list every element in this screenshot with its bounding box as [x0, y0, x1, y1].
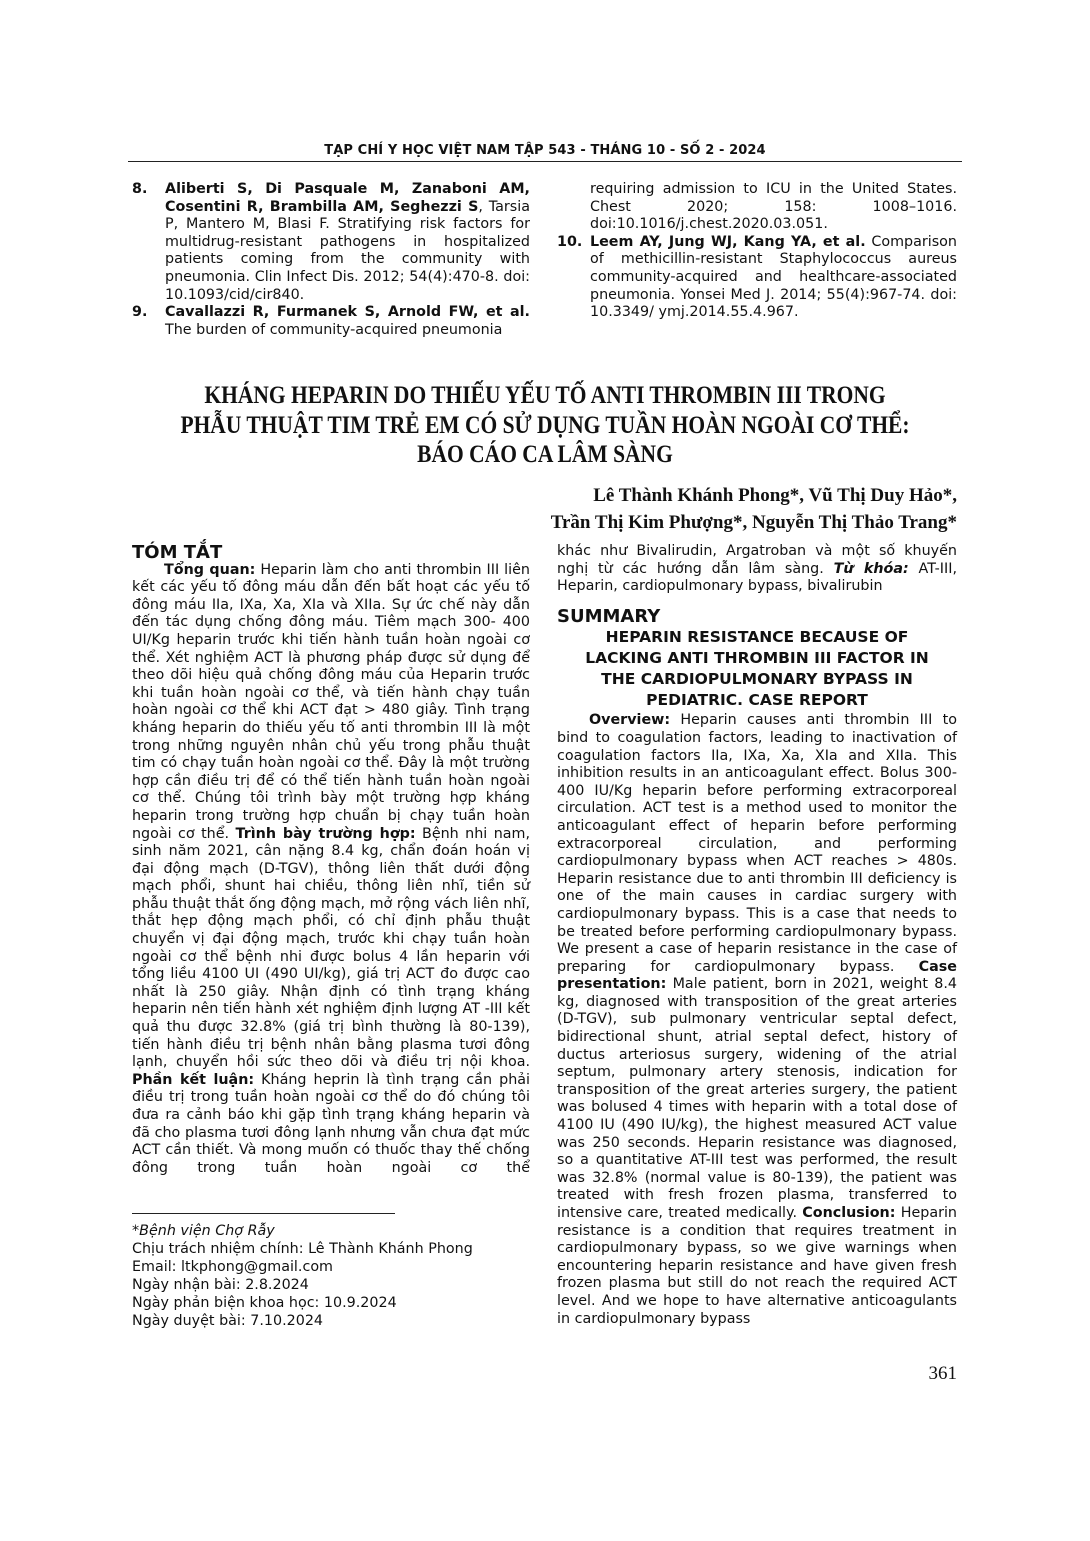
summary-heading: SUMMARY	[557, 605, 661, 627]
abstract-heading: TÓM TẮT	[132, 542, 223, 563]
references-right	[557, 181, 957, 322]
author-list: Lê Thành Khánh Phong*, Vũ Thị Duy Hảo*, Trần Thị Kim Phượng*, Nguyễn Thị Thảo Trang*	[550, 485, 957, 533]
summary-title: HEPARIN RESISTANCE BECAUSE OF LACKING ANTI THROMBIN III FACTOR IN THE CARDIOPULMONARY BYPASS IN PEDIATRIC. CASE REPORT	[585, 628, 929, 710]
reference-9: 9. Cavallazzi R, Furmanek S, Arnold FW, et al. The burden of community-acquired pneumonia	[132, 304, 530, 338]
reference-9-part1: The burden of community-acquired pneumonia	[165, 321, 503, 338]
abstract-vietnamese	[132, 544, 530, 1177]
article-title: KHÁNG HEPARIN DO THIẾU YẾU TỐ ANTI THROMBIN III TRONG PHẪU THUẬT TIM TRẺ EM CÓ SỬ DỤNG TUẦN HOÀN NGOÀI CƠ THỂ: BÁO CÁO CA LÂM SÀNG	[180, 382, 910, 468]
abstract-vi-body: Tổng quan: Heparin làm cho anti thrombin III liên kết các yếu tố đông máu dẫn đến bất hoạt các yếu tố đông máu IIa, IXa, Xa, XIa và XIIa. Sự ức chế này dẫn đến tác dụng chống đông máu. Tiêm mạch 300- 400 UI/Kg heparin trước khi tiến hành tuần hoàn ngoài cơ thể. Xét nghiệm ACT là phương pháp được sử dụng để theo dõi hiệu quả chống đông máu của Heparin trước khi tuần hoàn ngoài cơ thể, và tiến hành chạy tuần hoàn ngoài cơ thể khi ACT đạt > 480 giây. Tình trạng kháng heparin do thiếu yếu tố anti thrombin III là một trong những nguyên nhân chủ yếu trong phẫu thuật tim có chạy tuần hoàn ngoài cơ thể. Đây là một trường hợp cần điều trị để có thể tiến hành tuần hoàn ngoài cơ thể. Chúng tôi trình bày một trường hợp kháng heparin trong trường hợp chuẩn bị chạy tuần hoàn ngoài cơ thể. Trình bày trường hợp: Bệnh nhi nam, sinh năm 2021, cân nặng 8.4 kg, chẩn đoán hoán vị đại động mạch (D-TGV), thông liên thất dưới động mạch phổi, shunt hai chiều, thông liên nhĩ, tiền sử phẫu thuật thắt ống động mạch, mở rộng vách liên nhĩ, thắt hẹp động mạch phổi, có chỉ định phẫu thuật chuyển vị đại động mạch, trước khi chạy tuần hoàn ngoài cơ thể bệnh nhi được bolus 4 lần heparin với tổng liều 4100 UI (490 UI/kg), giá trị ACT đo được cao nhất là 250 giây. Nhận định có tình trạng kháng heparin nên tiến hành xét nghiệm định lượng AT -III kết quả thu được 32.8% (giá trị bình thường là 80-139), tiến hành điều trị bệnh nhân bằng plasma tươi đông lạnh, chuyển hồi sức theo dõi và điều trị nội khoa. Phần kết luận: Kháng heprin là tình trạng cần phải điều trị trong tuần hoàn ngoài cơ thể do đó chúng tôi đưa ra cảnh báo khi gặp tình trạng kháng heparin và đã cho plasma tươi đông lạnh nhưng vẫn chưa đạt mức ACT cần thiết. Và mong muốn có thuốc thay thế chống đông trong tuần hoàn ngoài cơ thể	[132, 561, 530, 1176]
reference-10: 10. Leem AY, Jung WJ, Kang YA, et al. Comparison of methicillin-resistant Staphylococcus aureus community-acquired and healthcare-associated pneumonia. Yonsei Med J. 2014; 55(4):967-74. doi: 10.3349/ ymj.2014.55.4.967.	[557, 233, 957, 321]
reference-9-continued	[557, 181, 957, 234]
references-left	[132, 181, 530, 339]
abstract-vi-continued: khác như Bivalirudin, Argatroban và một số khuyến nghị từ các hướng dẫn lâm sàng. Từ khóa: AT-III, Heparin, cardiopulmonary bypass, bivalirubin	[557, 543, 957, 595]
footnote: *Bệnh viện Chợ Rẫy Chịu trách nhiệm chính: Lê Thành Khánh Phong Email: ltkphong@gmail.com Ngày nhận bài: 2.8.2024 Ngày phản biện khoa học: 10.9.2024 Ngày duyệt bài: 7.10.2024	[132, 1223, 473, 1329]
header-divider	[128, 161, 962, 162]
summary-body: Overview: Heparin causes anti thrombin III to bind to coagulation factors, leading to inactivation of coagulation factors IIa, IXa, Xa, XIa and XIIa. This inhibition results in an anticoagulant effect. Bolus 300-400 IU/Kg heparin before performing extracorporeal circulation. ACT test is a method used to monitor the anticoagulant effect of heparin before performing extracorporeal circulation, and performing cardiopulmonary bypass when ACT reaches > 480s. Heparin resistance due to anti thrombin III deficiency is one of the main causes in cardiac surgery with cardiopulmonary bypass. This is a case that needs to be treated before performing cardiopulmonary bypass. We present a case of heparin resistance in the case of preparing for cardiopulmonary bypass. Case presentation: Male patient, born in 2021, weight 8.4 kg, diagnosed with transposition of the great arteries (D-TGV), sub pulmonary ventricular septal defect, bidirectional shunt, atrial septal defect, history of ductus arteriosus surgery, widening of the atrial septum, pulmonary artery stenosis, indication for transposition of the great arteries surgery, the patient was bolused 4 times with heparin with a total dose of 4100 IU (490 IU/kg), the highest measured ACT value was 250 seconds. Heparin resistance was diagnosed, so a quantitative AT-III test was performed, the result was 32.8% (normal value is 80-139), the patient was treated with fresh frozen plasma, transferred to intensive care, treated medically. Conclusion: Heparin resistance is a condition that requires treatment in cardiopulmonary bypass, so we give warnings when encountering heparin resistance and have given fresh frozen plasma but still do not reach the required ACT level. And we hope to have alternative anticoagulants in cardiopulmonary bypass	[557, 712, 957, 1327]
page-number: 361	[928, 1363, 957, 1384]
right-column	[557, 543, 957, 1328]
footnote-divider	[132, 1213, 395, 1214]
running-header: TẠP CHÍ Y HỌC VIỆT NAM TẬP 543 - THÁNG 10 - SỐ 2 - 2024	[324, 143, 766, 158]
reference-9-part2: requiring admission to ICU in the United States. Chest 2020; 158: 1008–1016. doi:10.1016/j.chest.2020.03.051.	[590, 181, 957, 233]
reference-8: 8. Aliberti S, Di Pasquale M, Zanaboni AM, Cosentini R, Brambilla AM, Seghezzi S, Tarsia P, Mantero M, Blasi F. Stratifying risk factors for multidrug-resistant pathogens in hospitalized patients coming from the community with pneumonia. Clin Infect Dis. 2012; 54(4):470-8. doi: 10.1093/cid/cir840.	[132, 181, 530, 303]
